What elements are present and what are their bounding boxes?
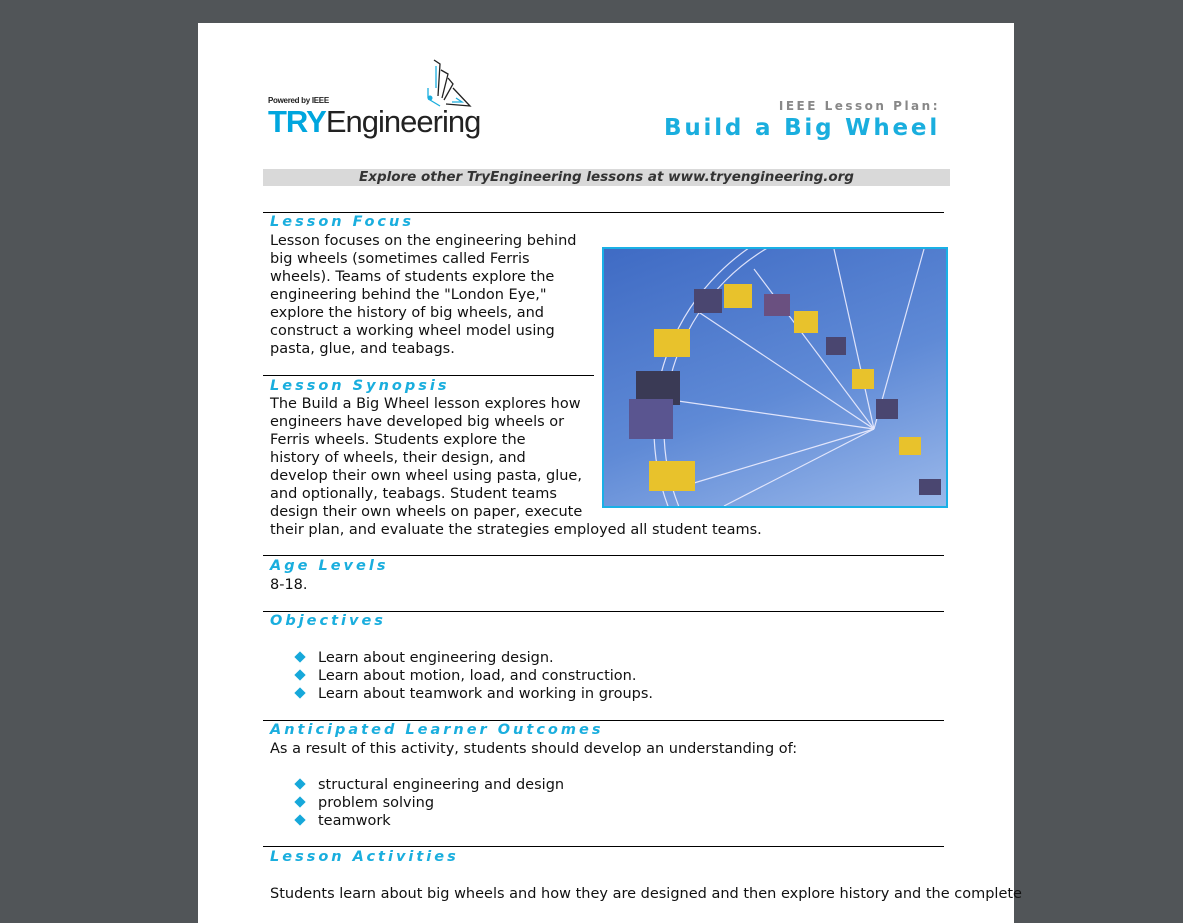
text-line: engineers have developed big wheels or [270, 414, 565, 430]
outcomes-list [294, 776, 564, 830]
outcomes-heading: Anticipated Learner Outcomes [270, 722, 604, 738]
list-item-text: problem solving [318, 795, 435, 811]
age-levels-heading: Age Levels [270, 558, 389, 574]
diamond-bullet-icon [294, 778, 305, 789]
diamond-bullet-icon [294, 814, 305, 825]
lesson-focus-text [270, 232, 576, 358]
lesson-activities-heading: Lesson Activities [270, 849, 459, 865]
lesson-focus-heading: Lesson Focus [270, 214, 414, 230]
list-item-text: Learn about teamwork and working in groups. [318, 686, 654, 702]
list-item [294, 667, 653, 685]
lesson-synopsis-heading: Lesson Synopsis [270, 378, 450, 394]
wordmark [268, 104, 480, 140]
list-item [294, 776, 564, 794]
wordmark-engineering: Engineering [325, 104, 481, 139]
text-line: develop their own wheel using pasta, glue, [270, 468, 582, 484]
diamond-bullet-icon [294, 651, 305, 662]
pdf-page [198, 23, 1022, 923]
text-line: engineering behind the "London Eye," [270, 287, 547, 303]
text-line: pasta, glue, and teabags. [270, 341, 455, 357]
lesson-synopsis-text [270, 395, 762, 539]
diamond-bullet-icon [294, 669, 305, 680]
text-line: construct a working wheel model using [270, 323, 555, 339]
outcomes-intro: As a result of this activity, students should develop an understanding of: [270, 741, 798, 757]
lesson-title: Build a Big Wheel [664, 115, 940, 141]
text-line: explore the history of big wheels, and [270, 305, 545, 321]
list-item-text: structural engineering and design [318, 777, 565, 793]
list-item [294, 685, 653, 703]
wordmark-try: TRY [268, 104, 326, 139]
list-item-text: Learn about engineering design. [318, 650, 554, 666]
list-item [294, 794, 564, 812]
text-line: Ferris wheels. Students explore the [270, 432, 526, 448]
text-line: Lesson focuses on the engineering behind [270, 233, 577, 249]
divider [263, 375, 594, 376]
divider [263, 846, 944, 847]
text-line: wheels). Teams of students explore the [270, 269, 555, 285]
text-line: history of wheels, their design, and [270, 450, 526, 466]
list-item [294, 812, 564, 830]
text-line: big wheels (sometimes called Ferris [270, 251, 530, 267]
divider [263, 212, 944, 213]
divider [263, 555, 944, 556]
divider [263, 611, 944, 612]
text-line: The Build a Big Wheel lesson explores how [270, 396, 581, 412]
diamond-bullet-icon [294, 796, 305, 807]
lesson-activities-text: Students learn about big wheels and how they are designed and then explore history and the complete [270, 886, 1022, 902]
powered-by-ieee: Powered by IEEE [268, 96, 329, 105]
objectives-list [294, 649, 653, 703]
age-levels-text: 8-18. [270, 577, 308, 593]
text-line: and optionally, teabags. Student teams [270, 486, 557, 502]
list-item [294, 649, 653, 667]
text-line: their plan, and evaluate the strategies employed all student teams. [270, 522, 762, 538]
text-line: design their own wheels on paper, execute [270, 504, 583, 520]
list-item-text: Learn about motion, load, and construction. [318, 668, 637, 684]
divider [263, 720, 944, 721]
list-item-text: teamwork [318, 813, 391, 829]
explore-banner[interactable]: Explore other TryEngineering lessons at www.tryengineering.org [263, 169, 950, 186]
objectives-heading: Objectives [270, 613, 386, 629]
diamond-bullet-icon [294, 687, 305, 698]
tryengineering-logo [268, 58, 488, 143]
plan-label: IEEE Lesson Plan: [778, 99, 940, 113]
